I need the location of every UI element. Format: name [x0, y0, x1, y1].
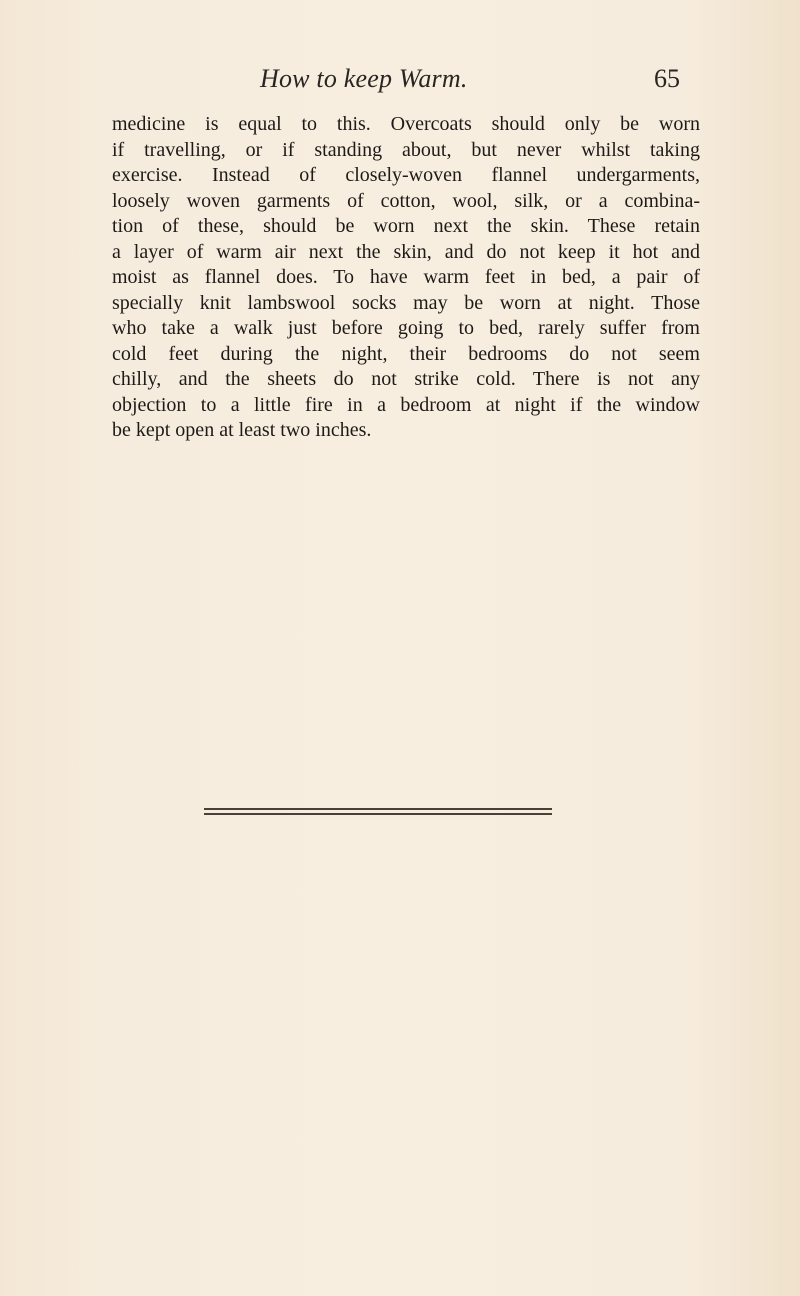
section-end-rule: [204, 808, 552, 818]
text-line: if travelling, or if standing about, but never whilst taking: [112, 138, 700, 161]
body-paragraph: [112, 112, 700, 444]
text-line: tion of these, should be worn next the skin. These retain: [112, 215, 700, 237]
text-line: moist as flannel does. To have warm feet in bed, a pair of: [112, 266, 700, 288]
page-header: [0, 64, 800, 102]
divider-line-top: [204, 808, 552, 810]
text-line: chilly, and the sheets do not strike cold. There is not any: [112, 368, 700, 390]
text-line: loosely woven garments of cotton, wool, silk, or a combina-: [112, 189, 700, 212]
text-line: cold feet during the night, their bedrooms do not seem: [112, 342, 700, 365]
page-number: 65: [654, 64, 680, 93]
text-line: who take a walk just before going to bed, rarely suffer from: [112, 317, 700, 339]
text-line: specially knit lambswool socks may be worn at night. Those: [112, 291, 700, 314]
text-line: exercise. Instead of closely-woven flannel undergarments,: [112, 164, 700, 186]
text-line: a layer of warm air next the skin, and do not keep it hot and: [112, 240, 700, 263]
text-line: objection to a little fire in a bedroom at night if the window: [112, 393, 700, 416]
divider-line-bottom: [204, 813, 552, 815]
text-line: be kept open at least two inches.: [112, 419, 372, 441]
running-title: How to keep Warm.: [260, 64, 468, 93]
text-line: medicine is equal to this. Overcoats should only be worn: [112, 113, 700, 135]
